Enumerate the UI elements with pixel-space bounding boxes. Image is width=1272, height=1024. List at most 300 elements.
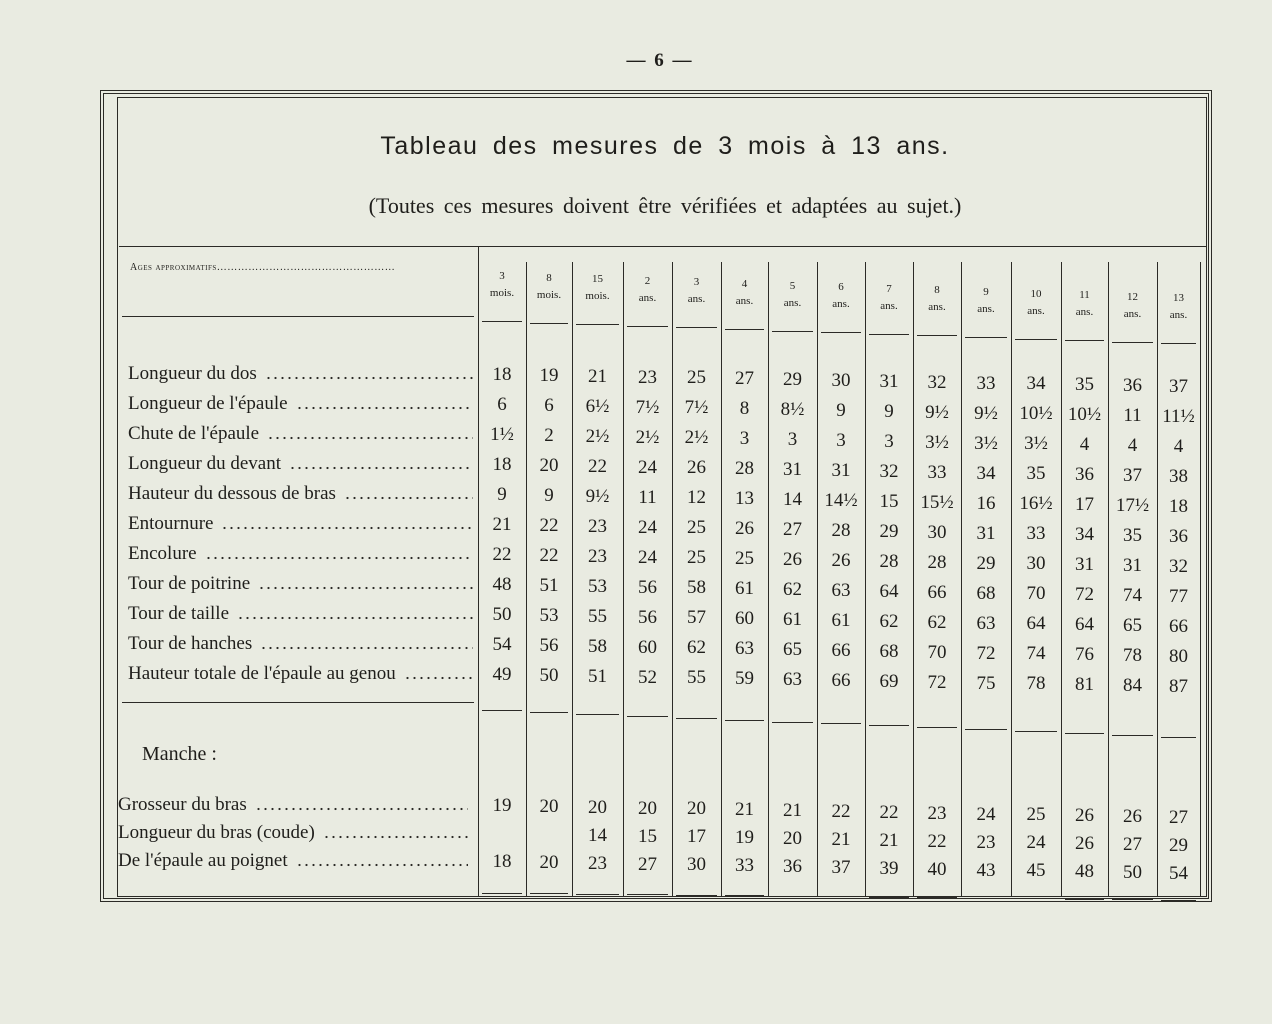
- measure-value: 24: [638, 456, 657, 478]
- age-underline: [676, 327, 717, 328]
- age-header-cell: [817, 279, 865, 313]
- measure-value: 25: [1026, 804, 1046, 826]
- age-underline: [917, 335, 957, 336]
- measure-value: 24: [976, 803, 996, 825]
- measure-value: 78: [1123, 645, 1142, 667]
- measure-value: 14: [783, 489, 802, 511]
- dot-leader: [237, 615, 473, 625]
- bottom-underline: [869, 897, 909, 898]
- measure-value: 45: [1026, 860, 1046, 882]
- age-underline: [482, 321, 522, 322]
- measure-value: 66: [927, 581, 947, 603]
- measure-value: 27: [783, 519, 802, 541]
- measure-value: 70: [927, 641, 947, 663]
- measure-value: 18: [492, 454, 512, 475]
- section-underline: [1112, 735, 1153, 736]
- measure-value: 15: [879, 490, 899, 512]
- measure-value: 21: [879, 829, 899, 851]
- measure-value: 30: [687, 854, 706, 876]
- measure-value: 59: [735, 668, 754, 690]
- age-underline: [869, 334, 909, 335]
- measure-value: 64: [1026, 613, 1046, 635]
- measure-value: 26: [1075, 833, 1094, 855]
- measure-value: 31: [783, 459, 802, 481]
- age-number: 11: [1079, 289, 1090, 302]
- age-number: 4: [741, 278, 748, 290]
- measure-value: 14½: [824, 489, 858, 511]
- section-underline: [676, 718, 717, 719]
- bottom-underline: [772, 896, 813, 897]
- measure-value: 37: [831, 856, 851, 878]
- measure-value: 22: [879, 801, 899, 823]
- measure-value: 20: [783, 828, 802, 850]
- measure-value: 26: [1123, 806, 1142, 828]
- bottom-underline: [917, 897, 957, 898]
- measure-value: 62: [783, 579, 802, 601]
- measure-value: 27: [1123, 834, 1142, 856]
- measure-value: 3: [836, 429, 846, 451]
- measure-value: 11½: [1162, 405, 1195, 427]
- column-divider: [1011, 262, 1012, 896]
- measure-value: 34: [976, 462, 996, 484]
- measure-value: 58: [588, 635, 607, 657]
- age-unit: ans.: [1027, 304, 1045, 317]
- measure-value: 63: [976, 612, 996, 634]
- ages-label: Ages approximatifs……………………………………………: [130, 262, 396, 273]
- measure-value: 11: [638, 486, 657, 508]
- measure-value: 20: [539, 454, 559, 476]
- measure-value: 16: [976, 492, 996, 514]
- measure-value: 23: [588, 852, 607, 874]
- measure-value: 6: [544, 394, 554, 416]
- measure-value: 26: [735, 518, 754, 540]
- measure-value: 30: [1026, 553, 1046, 575]
- measure-value: 19: [492, 795, 512, 816]
- measure-value: 11: [1123, 405, 1142, 427]
- header-rule: [119, 246, 1207, 247]
- age-unit: mois.: [585, 290, 610, 303]
- measure-value: 64: [1075, 614, 1094, 636]
- measure-value: 36: [1123, 375, 1142, 397]
- dot-leader: [267, 435, 473, 445]
- age-unit: mois.: [489, 287, 515, 299]
- measure-label: Encolure: [128, 543, 197, 564]
- measure-value: 26: [1075, 805, 1094, 827]
- age-header-cell: [1011, 286, 1061, 320]
- measure-value: 18: [492, 851, 512, 872]
- dot-leader: [296, 862, 468, 872]
- column-divider: [913, 262, 914, 896]
- measure-value: 31: [1123, 555, 1142, 577]
- measure-value: 2½: [635, 426, 660, 448]
- measure-value: 3: [739, 428, 750, 450]
- age-unit: ans.: [687, 293, 706, 306]
- measure-value: 35: [1123, 525, 1142, 547]
- measure-value: 9½: [925, 401, 949, 423]
- measure-value: 17: [687, 826, 706, 848]
- measure-label: Longueur du devant: [128, 453, 282, 474]
- age-number: 2: [644, 274, 651, 287]
- measure-value: 20: [539, 851, 559, 873]
- measure-value: 56: [539, 634, 559, 656]
- section-underline: [1065, 733, 1104, 734]
- measure-value: 33: [735, 855, 754, 877]
- measure-value: 20: [588, 796, 607, 818]
- measure-value: 2½: [684, 427, 709, 449]
- measure-value: 63: [735, 638, 754, 660]
- measure-value: 9: [836, 399, 846, 421]
- measure-value: 50: [492, 604, 512, 625]
- dot-leader: [404, 675, 473, 685]
- section-underline: [965, 729, 1007, 730]
- bottom-underline: [1112, 899, 1153, 900]
- bottom-underline: [1065, 899, 1104, 900]
- age-underline: [772, 331, 813, 332]
- measure-value: 27: [638, 853, 657, 875]
- measure-value: 69: [879, 670, 899, 692]
- measure-value: 43: [976, 859, 996, 881]
- measure-value: 12: [687, 487, 706, 509]
- measure-value: 29: [1169, 834, 1188, 856]
- measure-value: 33: [1026, 523, 1046, 545]
- dot-leader: [265, 375, 473, 385]
- column-divider: [961, 262, 962, 896]
- measure-value: 23: [588, 545, 607, 567]
- section-underline: [530, 712, 568, 713]
- age-header-cell: [961, 284, 1011, 318]
- age-unit: ans.: [735, 295, 754, 307]
- measure-value: 4: [1079, 434, 1090, 456]
- measure-label: Entournure: [128, 513, 214, 534]
- measure-label: Grosseur du bras: [118, 794, 247, 815]
- measure-value: 37: [1169, 375, 1188, 397]
- measure-value: 9½: [974, 402, 998, 424]
- age-header-cell: [721, 276, 768, 310]
- age-underline: [725, 329, 764, 330]
- measure-value: 61: [735, 578, 754, 600]
- age-underline: [821, 332, 861, 333]
- measure-value: 3: [884, 430, 894, 452]
- age-number: 15: [592, 273, 603, 286]
- measure-value: 30: [927, 521, 947, 543]
- measure-value: 7½: [635, 396, 660, 418]
- measure-value: 72: [976, 642, 996, 664]
- measure-value: 61: [783, 609, 802, 631]
- measure-value: 24: [638, 516, 657, 538]
- measure-value: 2½: [585, 425, 610, 447]
- age-number: 10: [1030, 287, 1042, 300]
- table-subtitle: (Toutes ces mesures doivent être vérifiées et adaptées au sujet.): [368, 193, 962, 218]
- dot-leader: [255, 806, 468, 816]
- measure-value: 19: [539, 364, 559, 386]
- measure-value: 10½: [1019, 403, 1053, 425]
- measure-value: 74: [1026, 643, 1046, 665]
- age-unit: ans.: [880, 299, 898, 312]
- dot-leader: [323, 834, 468, 844]
- measure-value: 72: [927, 671, 947, 693]
- measure-value: 8½: [780, 399, 805, 421]
- measure-value: 58: [687, 577, 706, 599]
- measure-value: 64: [879, 580, 899, 602]
- measure-value: 1½: [490, 424, 514, 445]
- measure-value: 50: [1123, 862, 1142, 884]
- measure-value: 25: [687, 517, 706, 539]
- age-unit: ans.: [638, 291, 657, 304]
- age-underline: [1015, 339, 1057, 340]
- age-unit: ans.: [1075, 306, 1094, 319]
- age-number: 9: [983, 286, 989, 298]
- measure-value: 35: [1026, 463, 1046, 485]
- measure-value: 52: [638, 666, 657, 688]
- measure-value: 78: [1026, 673, 1046, 695]
- measure-value: 22: [831, 800, 851, 822]
- measure-value: 3½: [974, 432, 998, 454]
- section-underline: [725, 720, 764, 721]
- measure-value: 18: [1169, 495, 1188, 517]
- measure-label: Longueur du bras (coude): [118, 822, 315, 843]
- measure-value: 24: [638, 546, 657, 568]
- measure-value: 13: [735, 488, 754, 510]
- measure-value: 72: [1075, 584, 1094, 606]
- measure-value: 51: [588, 665, 607, 687]
- measure-value: 25: [687, 547, 706, 569]
- measure-value: 31: [879, 370, 899, 392]
- age-header-cell: [913, 282, 961, 316]
- age-header-cell: [478, 268, 526, 302]
- measure-value: 36: [1075, 464, 1094, 486]
- dot-leader: [260, 645, 473, 655]
- table-title: Tableau des mesures de 3 mois à 13 ans.: [380, 132, 950, 160]
- bottom-underline: [1161, 900, 1196, 901]
- measure-value: 37: [1123, 465, 1142, 487]
- measure-value: 22: [588, 455, 607, 477]
- measure-value: 35: [1075, 374, 1094, 396]
- measure-value: 23: [638, 366, 657, 388]
- measure-value: 21: [492, 514, 512, 535]
- measure-value: 62: [879, 610, 899, 632]
- measure-value: 55: [588, 605, 607, 627]
- section-underline: [772, 722, 813, 723]
- measure-value: 76: [1075, 644, 1094, 666]
- label-rule: [122, 702, 474, 703]
- measure-value: 4: [1173, 435, 1184, 457]
- measure-value: 33: [976, 372, 996, 394]
- measure-value: 81: [1075, 674, 1094, 696]
- bottom-underline: [530, 893, 568, 894]
- age-number: 3: [499, 270, 505, 282]
- measure-label: Hauteur du dessous de bras: [128, 483, 336, 504]
- measure-value: 23: [976, 831, 996, 853]
- measure-value: 22: [539, 514, 559, 536]
- measure-value: 31: [1075, 554, 1094, 576]
- measure-value: 26: [783, 549, 802, 571]
- measure-value: 66: [831, 669, 851, 691]
- measure-value: 61: [831, 609, 851, 631]
- age-header-cell: [526, 270, 572, 304]
- measure-value: 66: [831, 639, 851, 661]
- age-unit: ans.: [977, 303, 995, 315]
- age-unit: ans.: [783, 296, 802, 309]
- measure-label: Longueur du dos: [128, 363, 257, 384]
- measure-value: 23: [588, 515, 607, 537]
- measure-value: 9: [497, 484, 507, 505]
- measure-value: 66: [1169, 615, 1188, 637]
- measure-value: 29: [879, 520, 899, 542]
- bottom-underline: [676, 895, 717, 896]
- measure-value: 75: [976, 672, 996, 694]
- measure-value: 25: [687, 367, 706, 389]
- measure-value: 6½: [585, 395, 610, 417]
- measure-value: 48: [1075, 861, 1094, 883]
- measure-label: Longueur de l'épaule: [128, 393, 288, 414]
- age-header-cell: [623, 273, 672, 307]
- age-number: 7: [886, 282, 892, 295]
- age-header-cell: [672, 274, 721, 308]
- measure-value: 28: [735, 458, 754, 480]
- age-underline: [530, 323, 568, 324]
- section-underline: [482, 710, 522, 711]
- measure-value: 31: [976, 522, 996, 544]
- page-number: — 6 —: [626, 50, 694, 71]
- measure-value: 55: [687, 667, 706, 689]
- measure-value: 26: [687, 457, 706, 479]
- measure-value: 65: [1123, 615, 1142, 637]
- measure-value: 87: [1169, 675, 1188, 697]
- measure-value: 4: [1127, 435, 1138, 457]
- measure-value: 9: [884, 400, 894, 422]
- measure-value: 22: [927, 830, 947, 852]
- measure-value: 3½: [925, 431, 949, 453]
- measure-value: 49: [492, 664, 512, 685]
- measure-value: 36: [1169, 525, 1188, 547]
- measure-value: 62: [927, 611, 947, 633]
- measure-value: 17½: [1115, 495, 1150, 517]
- measure-value: 20: [539, 795, 559, 817]
- measure-value: 34: [1075, 524, 1094, 546]
- age-unit: ans.: [928, 301, 946, 314]
- measure-value: 53: [588, 575, 607, 597]
- measure-value: 2: [544, 424, 554, 446]
- measure-value: 6: [497, 394, 507, 415]
- dot-leader: [258, 585, 473, 595]
- measure-value: 21: [588, 365, 607, 387]
- measure-value: 3½: [1024, 433, 1048, 455]
- dot-leader: [296, 405, 473, 415]
- measure-value: 54: [1169, 862, 1188, 884]
- age-number: 8: [546, 271, 552, 284]
- measure-value: 31: [831, 459, 851, 481]
- age-header-cell: [1061, 287, 1108, 321]
- measure-value: 38: [1169, 465, 1188, 487]
- age-header-cell: [1108, 289, 1157, 323]
- measure-value: 21: [831, 828, 851, 850]
- measure-value: 27: [735, 368, 754, 390]
- measure-value: 74: [1123, 585, 1142, 607]
- column-divider: [1200, 262, 1201, 896]
- age-number: 6: [838, 281, 844, 294]
- measure-value: 56: [638, 606, 657, 628]
- age-number: 3: [693, 276, 700, 289]
- age-unit: ans.: [1123, 307, 1142, 320]
- age-unit: ans.: [1169, 309, 1188, 322]
- measure-value: 29: [976, 552, 996, 574]
- measure-value: 21: [783, 800, 802, 822]
- measure-value: 29: [783, 369, 802, 391]
- age-underline: [965, 337, 1007, 338]
- measure-value: 25: [735, 548, 754, 570]
- measure-value: 40: [927, 858, 947, 880]
- column-divider: [1108, 262, 1109, 896]
- section-underline: [917, 727, 957, 728]
- measure-value: 3: [787, 429, 798, 451]
- measure-value: 24: [1026, 832, 1046, 854]
- age-header-cell: [1157, 290, 1200, 324]
- measure-value: 80: [1169, 645, 1188, 667]
- bottom-underline: [576, 894, 619, 895]
- measure-value: 9½: [585, 485, 610, 507]
- measure-value: 34: [1026, 373, 1046, 395]
- measure-value: 77: [1169, 585, 1188, 607]
- measure-label: De l'épaule au poignet: [118, 850, 288, 871]
- section-underline: [869, 725, 909, 726]
- bottom-underline: [1015, 898, 1057, 899]
- measure-value: 15½: [920, 491, 954, 513]
- measure-value: 28: [879, 550, 899, 572]
- age-number: 13: [1173, 292, 1184, 305]
- measure-value: 60: [638, 636, 657, 658]
- age-underline: [576, 324, 619, 325]
- measure-value: 32: [879, 460, 899, 482]
- measure-value: 63: [831, 579, 851, 601]
- measure-value: 9: [544, 484, 554, 506]
- measure-value: 14: [588, 824, 607, 846]
- measure-value: 19: [735, 827, 754, 849]
- column-divider: [1061, 262, 1062, 896]
- measure-label: Tour de taille: [128, 603, 230, 624]
- section-underline: [1161, 737, 1196, 738]
- measure-value: 33: [927, 461, 947, 483]
- measure-value: 28: [927, 551, 947, 573]
- measure-label: Tour de hanches: [128, 633, 253, 654]
- bottom-underline: [965, 898, 1007, 899]
- measure-value: 22: [539, 544, 559, 566]
- measure-value: 22: [492, 544, 512, 565]
- measure-value: 51: [539, 574, 559, 596]
- age-underline: [1161, 343, 1196, 344]
- dot-leader: [289, 465, 473, 475]
- age-header-cell: [865, 281, 913, 315]
- section-underline: [821, 723, 861, 724]
- measure-value: 23: [927, 802, 947, 824]
- measure-label: Hauteur totale de l'épaule au genou: [128, 663, 396, 684]
- section-underline: [627, 716, 668, 717]
- measure-value: 48: [492, 574, 512, 595]
- measure-value: 7½: [684, 397, 709, 419]
- measure-value: 84: [1123, 675, 1142, 697]
- measure-value: 8: [739, 398, 750, 420]
- bottom-underline: [821, 896, 861, 897]
- measure-value: 62: [687, 637, 706, 659]
- measure-value: 28: [831, 519, 851, 541]
- bottom-underline: [482, 893, 522, 894]
- measure-value: 36: [783, 856, 802, 878]
- measure-value: 17: [1075, 494, 1094, 516]
- measure-value: 70: [1026, 583, 1046, 605]
- age-underline: [627, 326, 668, 327]
- measure-value: 21: [735, 799, 754, 821]
- manche-label: Manche :: [142, 743, 217, 765]
- measure-value: 39: [879, 857, 899, 879]
